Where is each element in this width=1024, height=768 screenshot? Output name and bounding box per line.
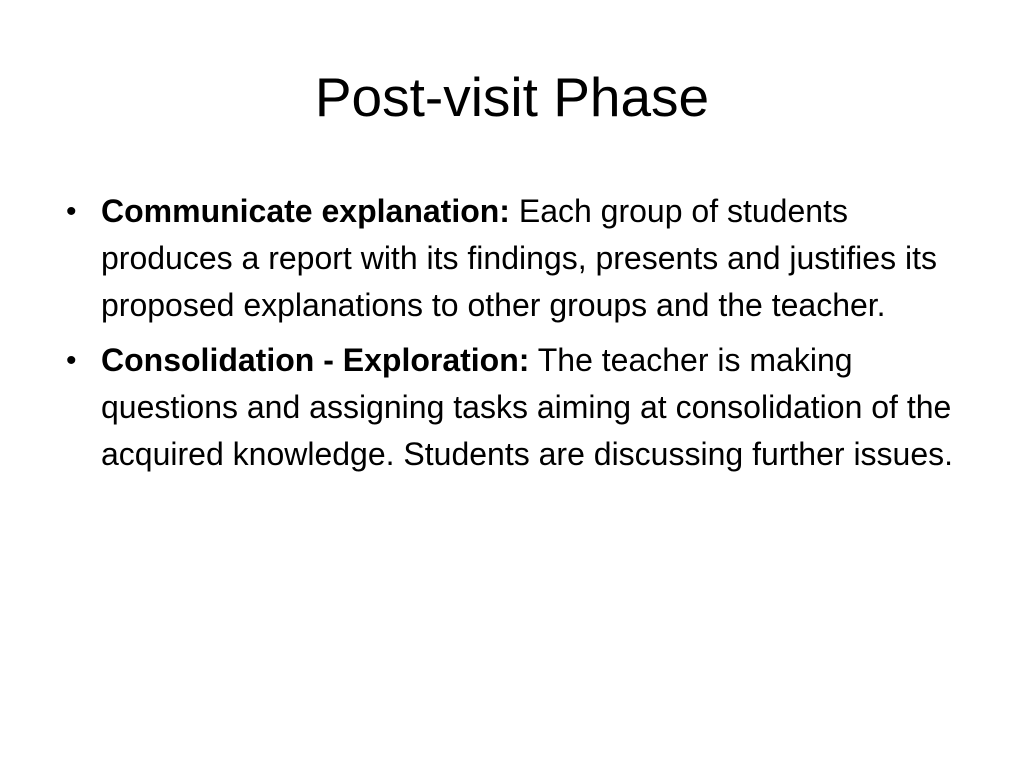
bullet-dot-icon: • — [66, 344, 77, 377]
bullet-text: The teacher is making questions and assigning tasks aiming at consolidation of the acquired knowledge. Students are discussing further issues. — [101, 342, 954, 472]
bullet-item-consolidation-exploration — [62, 337, 956, 478]
bullet-term: Consolidation - Exploration: — [101, 342, 530, 378]
bullet-text: Each group of students produces a report with its findings, presents and justifies its proposed explanations to other groups and the teacher. — [101, 193, 937, 323]
bullet-list — [62, 188, 962, 486]
slide-title: Post-visit Phase — [314, 66, 710, 128]
bullet-dot-icon: • — [66, 195, 77, 228]
bullet-term: Communicate explanation: — [101, 193, 510, 229]
bullet-item-communicate-explanation — [62, 188, 956, 329]
